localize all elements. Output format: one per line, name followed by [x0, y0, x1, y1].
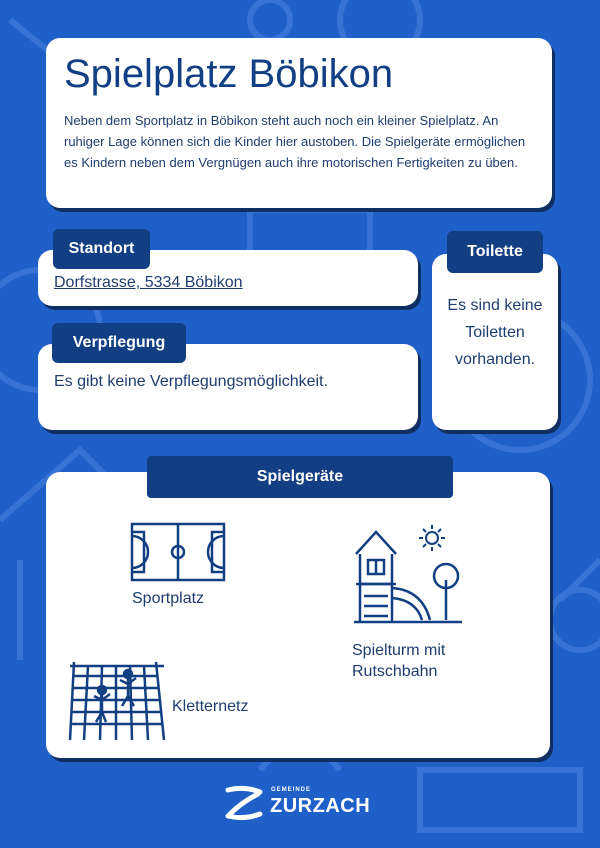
play-tower-slide-icon — [352, 524, 464, 628]
equipment-label-kletternetz: Kletternetz — [172, 698, 249, 715]
verpflegung-text: Es gibt keine Verpflegungsmöglichkeit. — [54, 373, 328, 390]
title-card — [46, 38, 552, 208]
logo-name: ZURZACH — [270, 795, 371, 817]
toilette-text: Es sind keine Toiletten vorhanden. — [447, 297, 543, 368]
standort-heading: Standort — [53, 229, 150, 269]
sports-field-icon — [130, 522, 226, 582]
intro-text: Neben dem Sportplatz in Böbikon steht auch noch ein kleiner Spielplatz. An ruhiger Lage können sich die Kinder hier austoben. Die Spielgeräte ermöglichen es Kindern neben dem Vergnügen auch ihre motorischen Fertigkeiten zu üben. — [64, 113, 526, 170]
toilette-card — [432, 254, 558, 430]
climbing-net-icon — [68, 658, 168, 742]
spielgeraete-card — [46, 472, 550, 758]
equipment-label-sportplatz: Sportplatz — [132, 590, 205, 607]
gemeinde-zurzach-logo — [224, 784, 384, 822]
logo-small-text: GEMEINDE — [271, 787, 312, 793]
equipment-label-spielturm: Spielturm mit Rutschbahn — [352, 642, 446, 680]
sun-icon — [418, 524, 446, 552]
zurzach-z-logo-icon — [224, 784, 264, 822]
page-title: Spielplatz Böbikon — [64, 52, 394, 96]
spielgeraete-heading: Spielgeräte — [147, 456, 453, 498]
address-link[interactable]: Dorfstrasse, 5334 Böbikon — [54, 274, 243, 291]
toilette-heading: Toilette — [447, 231, 543, 273]
verpflegung-heading: Verpflegung — [52, 323, 186, 363]
